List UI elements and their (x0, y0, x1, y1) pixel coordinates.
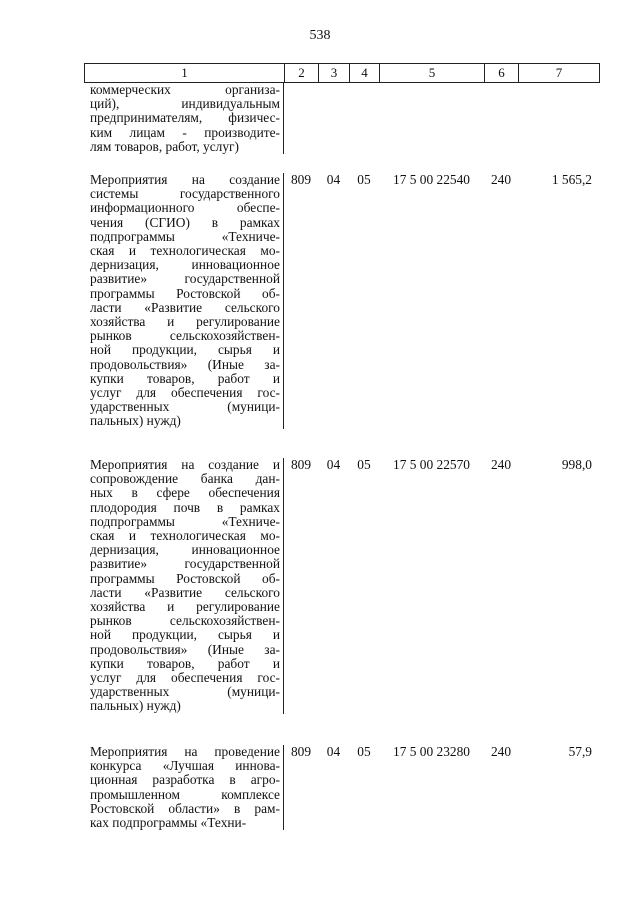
target-article-code: 17 5 00 23280 (393, 744, 470, 759)
description-line: предпринимателям, физичес- (90, 110, 280, 126)
expense-type-code: 240 (490, 172, 512, 187)
description-line: Мероприятия на создание и (90, 457, 280, 472)
header-col-7: 7 (555, 65, 563, 80)
amount-value (518, 83, 598, 154)
expense-type-code (484, 83, 518, 154)
subsection-code: 05 (357, 744, 371, 759)
header-col-1: 1 (85, 64, 285, 82)
row-description (84, 458, 284, 714)
ministry-code: 809 (290, 457, 312, 472)
description-line: развитие» государственной (90, 556, 280, 572)
description-line: продовольствия» (Иные за- (90, 641, 280, 657)
ministry-code: 809 (290, 172, 312, 187)
description-line: хозяйства и регулирование (90, 599, 280, 615)
description-line: развитие» государственной (90, 271, 280, 287)
description-line: ной продукции, сырья и (90, 627, 280, 643)
description-line: услуг для обеспечения гос- (90, 385, 280, 401)
description-line: сопровождение банка дан- (90, 471, 280, 487)
ministry-code: 809 (290, 744, 312, 759)
row-description (84, 745, 284, 830)
description-line: программы Ростовской об- (90, 570, 280, 586)
description-line: системы государственного (90, 186, 280, 202)
expense-type-code: 240 (490, 744, 512, 759)
subsection-code: 05 (357, 457, 371, 472)
subsection-code: 05 (357, 172, 371, 187)
page-number: 538 (309, 28, 331, 43)
section-code (318, 83, 349, 154)
description-line: услуг для обеспечения гос- (90, 670, 280, 686)
description-line: ким лицам - производите- (90, 124, 280, 140)
expense-type-code: 240 (490, 457, 512, 472)
description-line: информационного обеспе- (90, 200, 280, 216)
target-article-code: 17 5 00 22570 (393, 457, 470, 472)
amount-value: 1 565,2 (551, 172, 592, 187)
description-line: программы Ростовской об- (90, 285, 280, 301)
header-col-6: 6 (485, 64, 519, 82)
description-line: хозяйства и регулирование (90, 314, 280, 330)
section-code: 04 (326, 172, 341, 187)
amount-value: 998,0 (561, 457, 592, 472)
description-line: ударственных (муници- (90, 684, 280, 700)
section-code: 04 (326, 744, 341, 759)
description-line: ций), индивидуальным (90, 96, 280, 112)
description-line: купки товаров, работ и (90, 370, 280, 386)
table-row (84, 173, 600, 429)
amount-value: 57,9 (568, 744, 592, 759)
description-line: ласти «Развитие сельского (90, 584, 280, 600)
table-row (84, 83, 600, 154)
description-line: ной продукции, сырья и (90, 342, 280, 358)
description-line: ных в сфере обеспечения (90, 485, 280, 501)
description-line: пальных) нужд) (90, 698, 181, 714)
header-col-2: 2 (285, 64, 319, 82)
description-line: лям товаров, работ, услуг) (90, 138, 240, 154)
section-code: 04 (326, 457, 341, 472)
description-line: чения (СГИО) в рамках (90, 214, 280, 230)
description-line: рынков сельскохозяйствен- (90, 328, 280, 344)
description-line: ская и технологическая мо- (90, 528, 280, 544)
description-line: купки товаров, работ и (90, 655, 280, 671)
description-line: подпрограммы «Техниче- (90, 513, 280, 529)
table-header (84, 63, 600, 83)
description-line: дернизация, инновационное (90, 542, 280, 558)
header-col-4: 4 (350, 64, 380, 82)
description-line: ударственных (муници- (90, 399, 280, 415)
description-line: ционная разработка в агро- (90, 772, 280, 788)
description-line: коммерческих организа- (90, 82, 280, 97)
target-article-code (379, 83, 484, 154)
row-description (84, 173, 284, 429)
description-line: ках подпрограммы «Техни- (90, 815, 247, 831)
table-row (84, 458, 600, 714)
description-line: конкурса «Лучшая иннова- (90, 758, 280, 774)
description-line: Ростовской области» в рам- (90, 800, 280, 816)
description-line: подпрограммы «Техниче- (90, 228, 280, 244)
target-article-code: 17 5 00 22540 (393, 172, 470, 187)
description-line: рынков сельскохозяйствен- (90, 613, 280, 629)
ministry-code (284, 83, 318, 154)
description-line: Мероприятия на создание (90, 172, 280, 187)
header-col-3: 3 (319, 64, 350, 82)
header-col-5: 5 (380, 64, 485, 82)
subsection-code (349, 83, 379, 154)
description-line: пальных) нужд) (90, 413, 181, 429)
description-line: продовольствия» (Иные за- (90, 356, 280, 372)
description-line: плодородия почв в рамках (90, 499, 280, 515)
description-line: ская и технологическая мо- (90, 243, 280, 259)
table-row (84, 745, 600, 830)
description-line: Мероприятия на проведение (90, 744, 280, 759)
row-description (84, 83, 284, 154)
description-line: промышленном комплексе (90, 786, 280, 802)
description-line: ласти «Развитие сельского (90, 299, 280, 315)
description-line: дернизация, инновационное (90, 257, 280, 273)
